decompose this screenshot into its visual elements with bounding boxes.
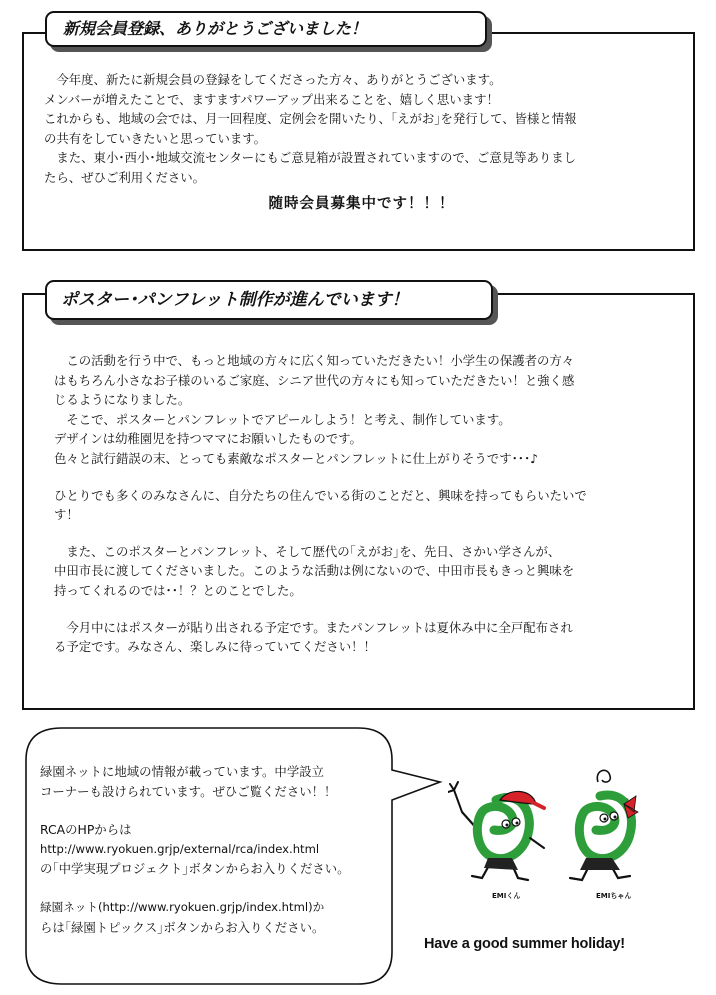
bubble-p2-line-3: の｢中学実現プロジェクト｣ボタンからお入りください。: [40, 861, 350, 877]
emi-kun-mascot: [448, 782, 544, 900]
emi-kun-label: EMIくん: [492, 892, 521, 900]
member-recruit-callout: 随時会員募集中です！！！: [268, 195, 455, 212]
bubble-rca-url[interactable]: http://www.ryokuen.grjp/external/rca/index.html: [40, 841, 320, 856]
new-members-line-4: の共有をしていきたいと思っています。: [44, 130, 267, 146]
poster-p1-line-5: デザインは幼稚園児を持つママにお願いしたものです。: [54, 431, 362, 447]
poster-p4-line-1: 今月中にはポスターが貼り出される予定です。またパンフレットは夏休み中に全戸配布され: [54, 619, 573, 635]
new-members-line-3: これからも、地域の会では、月一回程度、定例会を開いたり、｢えがお｣を発行して、皆様と情報: [44, 111, 577, 127]
emi-chan-label: EMIちゃん: [596, 892, 632, 900]
poster-p1-line-6: 色々と試行錯誤の末、とっても素敵なポスターとパンフレットに仕上がりそうです･･･♪: [54, 450, 539, 466]
poster-p3-line-3: 持ってくれるのでは･･！？とのことでした。: [54, 582, 302, 598]
emi-chan-mascot: [570, 770, 638, 900]
emi-kun-green-body: [477, 798, 529, 859]
bubble-p1-line-2: コーナーも設けられています。ぜひご覧ください！！: [40, 783, 337, 799]
summer-holiday-text: Have a good summer holiday!: [424, 936, 625, 952]
emi-chan-green-body: [579, 795, 631, 859]
poster-p3-line-1: また、このポスターとパンフレット、そして歴代の｢えがお｣を、先日、さかい学さんが、: [54, 543, 561, 559]
poster-title-text: ポスター･パンフレット制作が進んでいます！: [61, 290, 409, 310]
new-members-line-2: メンバーが増えたことで、ますますパワーアップ出来ることを、嬉しく思います！: [44, 91, 499, 107]
mascots-illustration: [448, 760, 668, 920]
poster-p4-line-2: る予定です。みなさん、楽しみに待っていてください！！: [54, 639, 376, 655]
bubble-p2-line-1: RCAのHPからは: [40, 822, 132, 838]
poster-p2-line-2: す！: [54, 507, 79, 523]
bubble-p3-line-2: らは｢緑園トピックス｣ボタンからお入りください。: [40, 919, 325, 935]
poster-p1-line-2: はもちろん小さなお子様のいるご家庭、シニア世代の方々にも知っていただきたい！と強く感: [54, 372, 575, 388]
new-members-line-5: また、東小･西小･地域交流センターにもご意見箱が設置されていますので、ご意見等ありまし: [44, 150, 577, 166]
poster-p1-line-1: この活動を行う中で、もっと地域の方々に広く知っていただきたい！小学生の保護者の方々: [54, 353, 575, 368]
bubble-p1-line-1: 緑園ネットに地域の情報が載っています。中学設立: [40, 764, 324, 779]
speech-bubble-text: [40, 762, 400, 937]
poster-p1-line-4: そこで、ポスターとパンフレットでアピールしよう！と考え、制作しています。: [54, 411, 511, 427]
poster-p3-line-2: 中田市長に渡してくださいました。このような活動は例にないので、中田市長もきっと興味を: [54, 563, 575, 579]
bubble-p3-line-1: 緑園ネット(http://www.ryokuen.grjp/index.html)か: [40, 899, 325, 914]
new-members-line-1: 今年度、新たに新規会員の登録をしてくださった方々、ありがとうございます。: [44, 72, 502, 87]
new-members-title-text: 新規会員登録、ありがとうございました！: [63, 19, 368, 38]
poster-p2-line-1: ひとりでも多くのみなさんに、自分たちの住んでいる街のことだと、興味を持ってもらいたいで: [54, 487, 587, 503]
poster-p1-line-3: じるようになりました。: [54, 392, 191, 408]
new-members-line-6: たら、ぜひご利用ください。: [44, 169, 206, 185]
